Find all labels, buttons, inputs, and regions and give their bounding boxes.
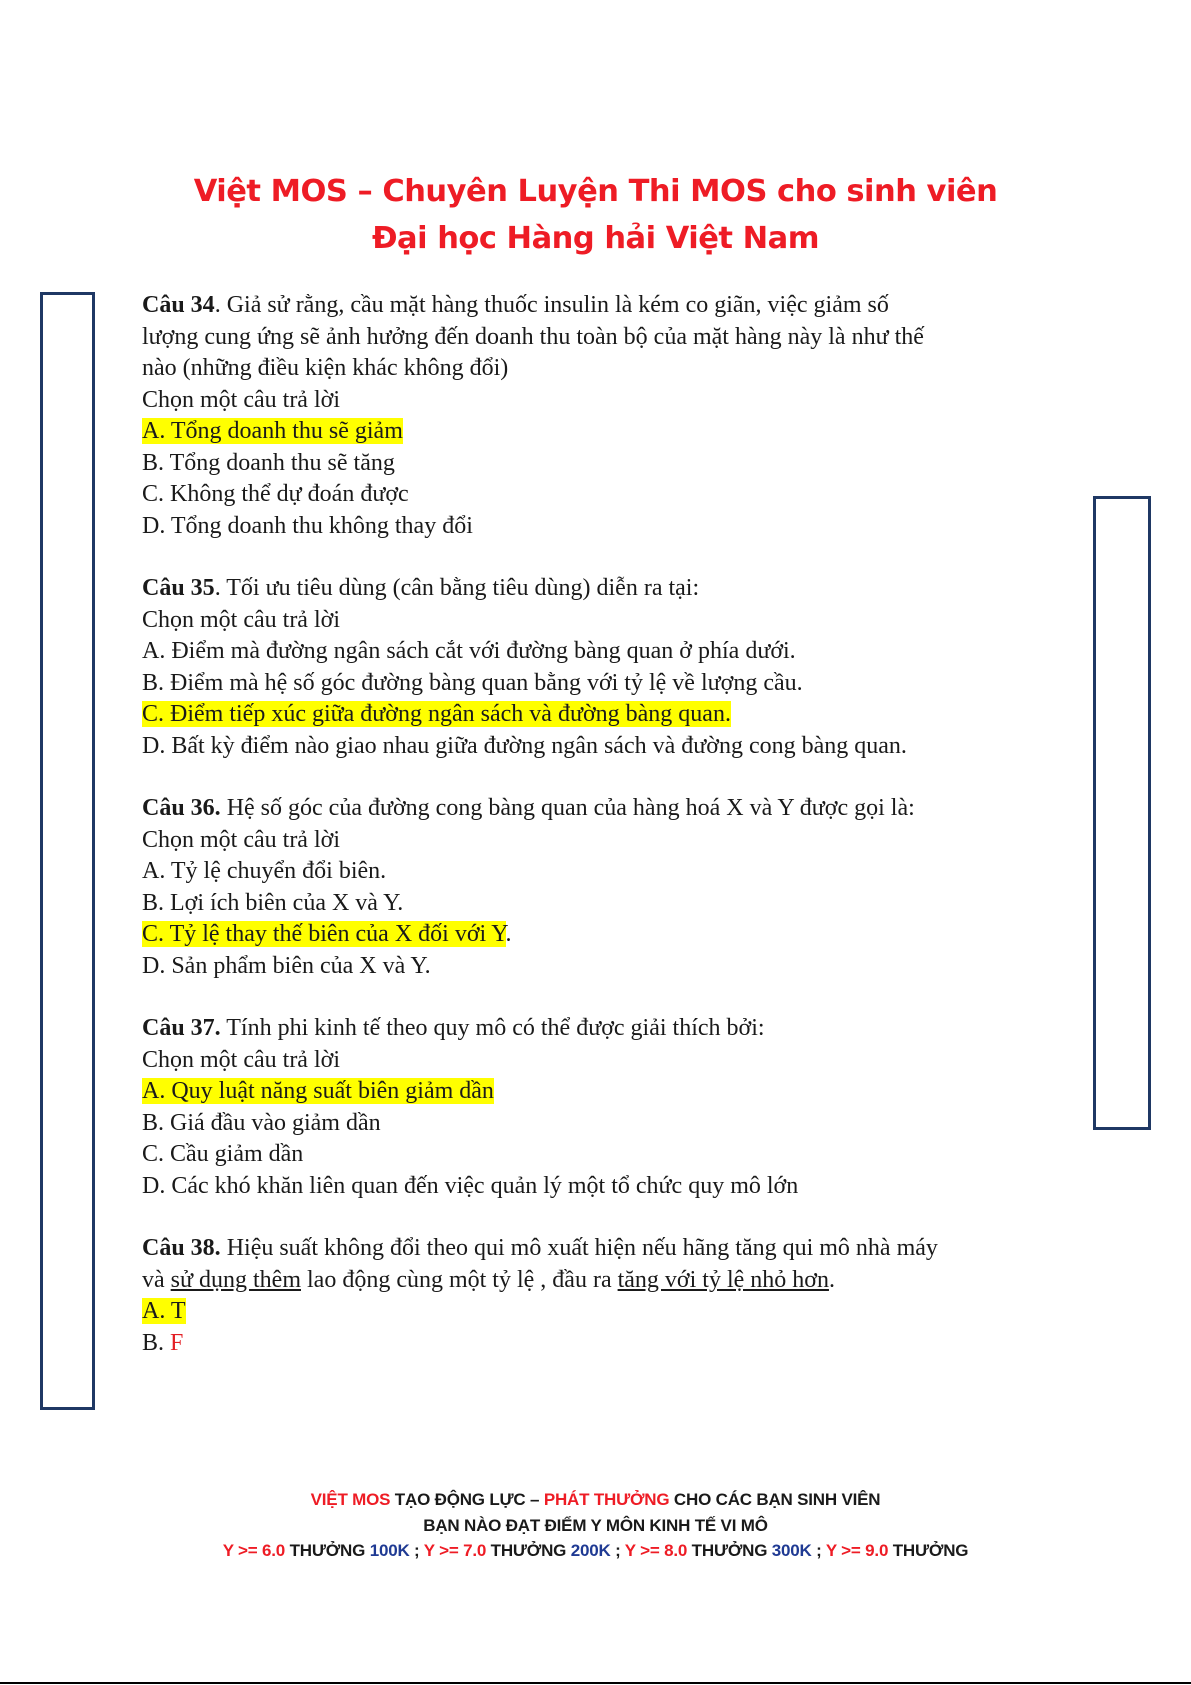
option-d: D. Các khó khăn liên quan đến việc quản lý một tổ chức quy mô lớn bbox=[142, 1172, 799, 1199]
header-title-line2: Đại học Hàng hải Việt Nam bbox=[371, 221, 819, 256]
footer-line1 bbox=[0, 1487, 1191, 1513]
footer-highlight: PHÁT THƯỞNG bbox=[543, 1490, 670, 1509]
option-c-correct: C. Điểm tiếp xúc giữa đường ngân sách và đường bàng quan. bbox=[142, 701, 731, 727]
option-b: B. Giá đầu vào giảm dần bbox=[142, 1109, 381, 1136]
question-label: Câu 36. bbox=[142, 795, 221, 821]
footer-text: THƯỞNG bbox=[486, 1541, 571, 1560]
footer-line2: BẠN NÀO ĐẠT ĐIỂM Y MÔN KINH TẾ VI MÔ bbox=[423, 1515, 768, 1535]
brand-name: VIỆT MOS bbox=[310, 1490, 391, 1509]
underlined-text: tăng với tỷ lệ nhỏ hơn bbox=[617, 1266, 829, 1293]
reward-amount: 200K bbox=[570, 1541, 611, 1560]
question-35 bbox=[142, 573, 1082, 762]
option-a-correct: A. Tổng doanh thu sẽ giảm bbox=[142, 418, 403, 444]
option-d: D. Bất kỳ điểm nào giao nhau giữa đường ngân sách và đường cong bàng quan. bbox=[142, 732, 907, 759]
question-text: nào (những điều kiện khác không đổi) bbox=[142, 355, 509, 381]
footer-text: THƯỞNG bbox=[285, 1541, 370, 1560]
answer-prompt: Chọn một câu trả lời bbox=[142, 1046, 340, 1073]
question-38 bbox=[142, 1233, 1082, 1359]
question-36 bbox=[142, 793, 1082, 982]
option-d: D. Tổng doanh thu không thay đổi bbox=[142, 512, 473, 539]
option-b-value: F bbox=[170, 1329, 184, 1356]
option-b bbox=[142, 1328, 1082, 1360]
option-b-prefix: B. bbox=[142, 1329, 171, 1356]
question-label: Câu 37. bbox=[142, 1015, 221, 1041]
question-text: . Tối ưu tiêu dùng (cân bằng tiêu dùng) diễn ra tại: bbox=[214, 575, 700, 601]
promo-footer bbox=[0, 1487, 1191, 1564]
question-label: Câu 35 bbox=[142, 575, 215, 601]
option-a-correct: A. Quy luật năng suất biên giảm dần bbox=[142, 1078, 494, 1104]
question-label: Câu 38. bbox=[142, 1235, 221, 1261]
underlined-text: sử dụng thêm bbox=[170, 1266, 301, 1293]
question-37 bbox=[142, 1013, 1082, 1202]
separator: ; bbox=[811, 1541, 826, 1560]
footer-text: CHO CÁC BẠN SINH VIÊN bbox=[669, 1490, 881, 1509]
question-text: Hiệu suất không đổi theo qui mô xuất hiện nếu hãng tăng qui mô nhà máy bbox=[220, 1235, 938, 1261]
option-c: C. Không thể dự đoán được bbox=[142, 481, 409, 507]
question-text: . Giả sử rằng, cầu mặt hàng thuốc insulin là kém co giãn, việc giảm số bbox=[214, 292, 889, 318]
question-text: Tính phi kinh tế theo quy mô có thể được giải thích bởi: bbox=[220, 1015, 765, 1041]
page-bottom-rule bbox=[0, 1682, 1191, 1684]
text-part: . bbox=[828, 1266, 835, 1293]
question-text: Hệ số góc của đường cong bàng quan của hàng hoá X và Y được gọi là: bbox=[220, 795, 915, 821]
separator: ; bbox=[409, 1541, 424, 1560]
question-text-line2 bbox=[142, 1265, 1082, 1297]
answer-prompt: Chọn một câu trả lời bbox=[142, 386, 340, 413]
option-c: C. Cầu giảm dần bbox=[142, 1141, 304, 1167]
option-b: B. Lợi ích biên của X và Y. bbox=[142, 889, 404, 916]
option-a: A. Điểm mà đường ngân sách cắt với đường bàng quan ở phía dưới. bbox=[142, 638, 796, 664]
text-part: lao động cùng một tỷ lệ , đầu ra bbox=[301, 1266, 618, 1293]
question-label: Câu 34 bbox=[142, 292, 215, 318]
footer-text: THƯỞNG bbox=[888, 1541, 969, 1560]
separator: ; bbox=[610, 1541, 625, 1560]
option-d: D. Sản phẩm biên của X và Y. bbox=[142, 952, 431, 979]
option-c-correct: C. Tỷ lệ thay thế biên của X đối với Y bbox=[142, 921, 506, 947]
score-threshold: Y >= 6.0 bbox=[222, 1541, 286, 1560]
page-header bbox=[0, 168, 1191, 262]
option-b: B. Điểm mà hệ số góc đường bàng quan bằng với tỷ lệ về lượng cầu. bbox=[142, 669, 803, 696]
score-threshold: Y >= 8.0 bbox=[624, 1541, 688, 1560]
right-decorative-frame bbox=[1093, 496, 1151, 1130]
question-list bbox=[142, 290, 1082, 1390]
reward-amount: 300K bbox=[771, 1541, 812, 1560]
option-c-suffix: . bbox=[505, 921, 512, 947]
footer-line3 bbox=[0, 1538, 1191, 1564]
option-a-correct: A. T bbox=[142, 1298, 186, 1324]
option-a: A. Tỷ lệ chuyển đổi biên. bbox=[142, 858, 387, 884]
footer-text: TẠO ĐỘNG LỰC – bbox=[390, 1490, 544, 1509]
left-decorative-frame bbox=[40, 292, 95, 1410]
footer-text: THƯỞNG bbox=[687, 1541, 772, 1560]
question-text: lượng cung ứng sẽ ảnh hưởng đến doanh thu toàn bộ của mặt hàng này là như thế bbox=[142, 323, 924, 350]
answer-prompt: Chọn một câu trả lời bbox=[142, 826, 340, 853]
score-threshold: Y >= 7.0 bbox=[423, 1541, 487, 1560]
answer-prompt: Chọn một câu trả lời bbox=[142, 606, 340, 633]
header-title-line1: Việt MOS – Chuyên Luyện Thi MOS cho sinh viên bbox=[193, 174, 998, 209]
option-b: B. Tổng doanh thu sẽ tăng bbox=[142, 449, 395, 476]
score-threshold: Y >= 9.0 bbox=[825, 1541, 889, 1560]
question-34 bbox=[142, 290, 1082, 542]
text-part: và bbox=[142, 1266, 171, 1293]
reward-amount: 100K bbox=[369, 1541, 410, 1560]
